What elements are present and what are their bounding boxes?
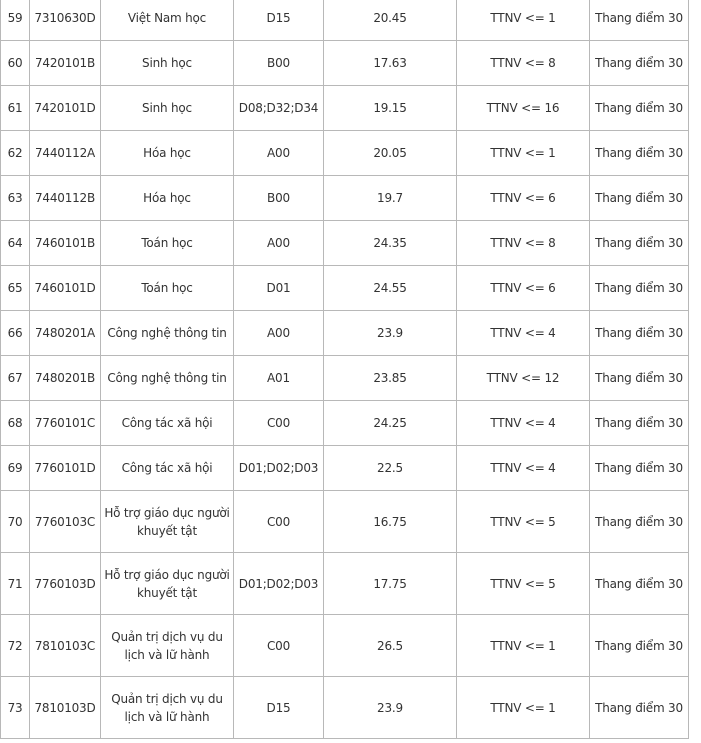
program-name-cell: Hỗ trợ giáo dục người khuyết tật <box>101 491 234 553</box>
program-code-cell: 7460101B <box>30 221 101 266</box>
cutoff-score-cell: 23.9 <box>324 311 457 356</box>
row-number-cell: 63 <box>1 176 30 221</box>
priority-criteria-cell: TTNV <= 1 <box>457 131 590 176</box>
priority-criteria-cell: TTNV <= 12 <box>457 356 590 401</box>
subject-combination-cell: D15 <box>234 677 324 739</box>
table-row <box>1 615 689 677</box>
subject-combination-cell: A00 <box>234 131 324 176</box>
subject-combination-cell: B00 <box>234 41 324 86</box>
subject-combination-cell: C00 <box>234 401 324 446</box>
cutoff-score-cell: 19.7 <box>324 176 457 221</box>
priority-criteria-cell: TTNV <= 5 <box>457 491 590 553</box>
score-scale-cell: Thang điểm 30 <box>590 677 689 739</box>
priority-criteria-cell: TTNV <= 5 <box>457 553 590 615</box>
priority-criteria-cell: TTNV <= 8 <box>457 41 590 86</box>
program-name-cell: Hóa học <box>101 131 234 176</box>
cutoff-score-cell: 24.25 <box>324 401 457 446</box>
program-code-cell: 7810103C <box>30 615 101 677</box>
program-code-cell: 7760103C <box>30 491 101 553</box>
score-scale-cell: Thang điểm 30 <box>590 266 689 311</box>
program-code-cell: 7480201B <box>30 356 101 401</box>
program-code-cell: 7460101D <box>30 266 101 311</box>
subject-combination-cell: D08;D32;D34 <box>234 86 324 131</box>
cutoff-score-cell: 20.45 <box>324 0 457 41</box>
subject-combination-cell: B00 <box>234 176 324 221</box>
table-body <box>1 0 689 739</box>
cutoff-score-cell: 17.63 <box>324 41 457 86</box>
row-number-cell: 72 <box>1 615 30 677</box>
table-row <box>1 401 689 446</box>
priority-criteria-cell: TTNV <= 8 <box>457 221 590 266</box>
cutoff-score-cell: 17.75 <box>324 553 457 615</box>
cutoff-score-cell: 23.9 <box>324 677 457 739</box>
row-number-cell: 69 <box>1 446 30 491</box>
row-number-cell: 62 <box>1 131 30 176</box>
program-name-cell: Công nghệ thông tin <box>101 311 234 356</box>
program-code-cell: 7480201A <box>30 311 101 356</box>
score-scale-cell: Thang điểm 30 <box>590 0 689 41</box>
program-name-cell: Quản trị dịch vụ du lịch và lữ hành <box>101 615 234 677</box>
score-scale-cell: Thang điểm 30 <box>590 401 689 446</box>
program-code-cell: 7420101D <box>30 86 101 131</box>
cutoff-score-cell: 26.5 <box>324 615 457 677</box>
cutoff-score-cell: 24.35 <box>324 221 457 266</box>
row-number-cell: 59 <box>1 0 30 41</box>
score-scale-cell: Thang điểm 30 <box>590 446 689 491</box>
score-scale-cell: Thang điểm 30 <box>590 221 689 266</box>
table-row <box>1 553 689 615</box>
subject-combination-cell: C00 <box>234 491 324 553</box>
subject-combination-cell: A00 <box>234 311 324 356</box>
program-code-cell: 7760101D <box>30 446 101 491</box>
table-row <box>1 86 689 131</box>
score-scale-cell: Thang điểm 30 <box>590 86 689 131</box>
table-row <box>1 266 689 311</box>
program-name-cell: Công tác xã hội <box>101 401 234 446</box>
program-name-cell: Quản trị dịch vụ du lịch và lữ hành <box>101 677 234 739</box>
priority-criteria-cell: TTNV <= 4 <box>457 446 590 491</box>
priority-criteria-cell: TTNV <= 1 <box>457 0 590 41</box>
priority-criteria-cell: TTNV <= 16 <box>457 86 590 131</box>
row-number-cell: 66 <box>1 311 30 356</box>
table-row <box>1 41 689 86</box>
subject-combination-cell: D01;D02;D03 <box>234 553 324 615</box>
row-number-cell: 73 <box>1 677 30 739</box>
subject-combination-cell: D01 <box>234 266 324 311</box>
cutoff-score-cell: 16.75 <box>324 491 457 553</box>
priority-criteria-cell: TTNV <= 1 <box>457 677 590 739</box>
cutoff-score-cell: 20.05 <box>324 131 457 176</box>
program-name-cell: Toán học <box>101 221 234 266</box>
table-row <box>1 176 689 221</box>
program-name-cell: Sinh học <box>101 86 234 131</box>
priority-criteria-cell: TTNV <= 1 <box>457 615 590 677</box>
cutoff-score-cell: 23.85 <box>324 356 457 401</box>
table-row <box>1 221 689 266</box>
program-name-cell: Hóa học <box>101 176 234 221</box>
row-number-cell: 64 <box>1 221 30 266</box>
priority-criteria-cell: TTNV <= 4 <box>457 311 590 356</box>
table-row <box>1 677 689 739</box>
score-scale-cell: Thang điểm 30 <box>590 311 689 356</box>
row-number-cell: 60 <box>1 41 30 86</box>
subject-combination-cell: A01 <box>234 356 324 401</box>
table-row <box>1 0 689 41</box>
score-scale-cell: Thang điểm 30 <box>590 615 689 677</box>
subject-combination-cell: D01;D02;D03 <box>234 446 324 491</box>
priority-criteria-cell: TTNV <= 6 <box>457 266 590 311</box>
program-name-cell: Công tác xã hội <box>101 446 234 491</box>
cutoff-score-cell: 22.5 <box>324 446 457 491</box>
program-code-cell: 7760103D <box>30 553 101 615</box>
program-code-cell: 7440112B <box>30 176 101 221</box>
table-row <box>1 356 689 401</box>
program-name-cell: Toán học <box>101 266 234 311</box>
score-scale-cell: Thang điểm 30 <box>590 131 689 176</box>
table-row <box>1 131 689 176</box>
row-number-cell: 67 <box>1 356 30 401</box>
subject-combination-cell: A00 <box>234 221 324 266</box>
score-scale-cell: Thang điểm 30 <box>590 41 689 86</box>
row-number-cell: 65 <box>1 266 30 311</box>
program-name-cell: Công nghệ thông tin <box>101 356 234 401</box>
program-code-cell: 7810103D <box>30 677 101 739</box>
table-row <box>1 446 689 491</box>
score-scale-cell: Thang điểm 30 <box>590 553 689 615</box>
priority-criteria-cell: TTNV <= 6 <box>457 176 590 221</box>
cutoff-score-cell: 24.55 <box>324 266 457 311</box>
priority-criteria-cell: TTNV <= 4 <box>457 401 590 446</box>
row-number-cell: 70 <box>1 491 30 553</box>
score-scale-cell: Thang điểm 30 <box>590 356 689 401</box>
program-name-cell: Sinh học <box>101 41 234 86</box>
program-code-cell: 7760101C <box>30 401 101 446</box>
score-scale-cell: Thang điểm 30 <box>590 491 689 553</box>
table-row <box>1 491 689 553</box>
program-code-cell: 7440112A <box>30 131 101 176</box>
row-number-cell: 71 <box>1 553 30 615</box>
subject-combination-cell: D15 <box>234 0 324 41</box>
table-row <box>1 311 689 356</box>
program-code-cell: 7420101B <box>30 41 101 86</box>
subject-combination-cell: C00 <box>234 615 324 677</box>
row-number-cell: 61 <box>1 86 30 131</box>
program-name-cell: Hỗ trợ giáo dục người khuyết tật <box>101 553 234 615</box>
program-code-cell: 7310630D <box>30 0 101 41</box>
row-number-cell: 68 <box>1 401 30 446</box>
score-scale-cell: Thang điểm 30 <box>590 176 689 221</box>
cutoff-score-cell: 19.15 <box>324 86 457 131</box>
program-name-cell: Việt Nam học <box>101 0 234 41</box>
